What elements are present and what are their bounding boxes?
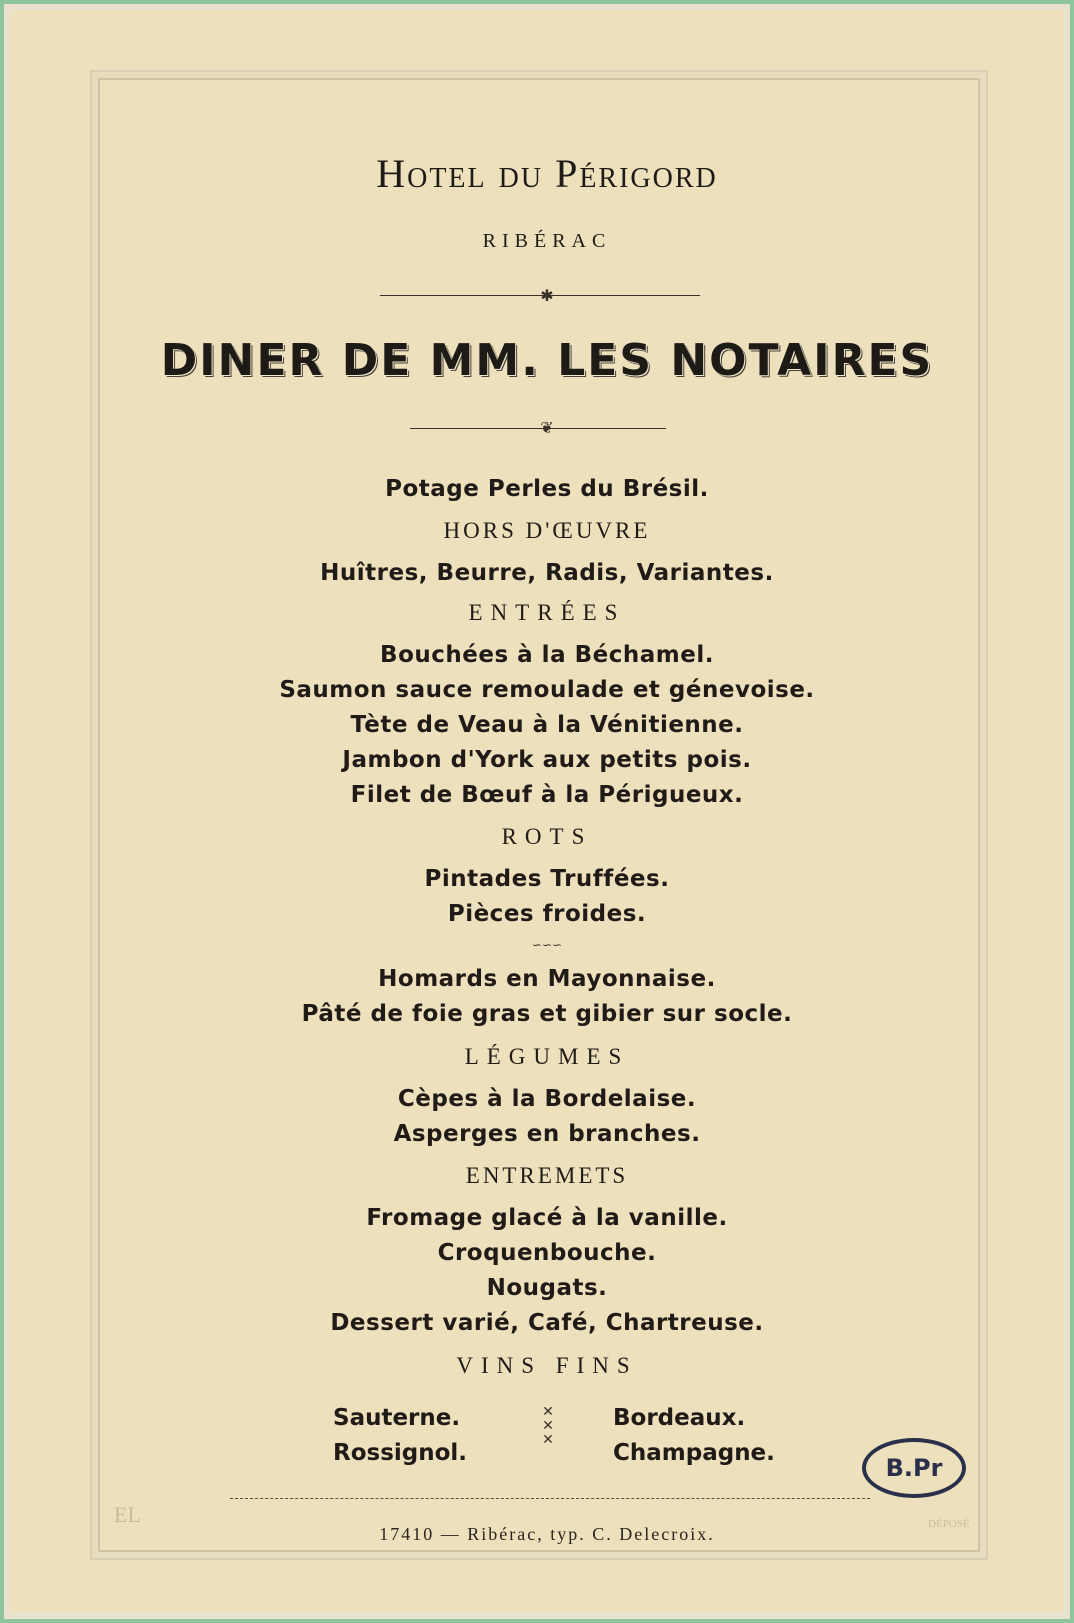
wine-left: Sauterne. [333, 1405, 461, 1431]
dish-entremet: Croquenbouche. [437, 1240, 657, 1266]
hotel-city: RIBÉRAC [482, 230, 612, 252]
divider-ornament-icon: ✱ [540, 286, 554, 305]
dish-froid: Homards en Mayonnaise. [378, 966, 716, 992]
heading-rots: ROTS [501, 824, 593, 849]
dish-entree: Bouchées à la Béchamel. [380, 642, 714, 668]
dish-legume: Asperges en branches. [393, 1121, 701, 1147]
dish-entree: Filet de Bœuf à la Périgueux. [350, 782, 744, 808]
wine-separator-icon: ✕ ✕ ✕ [542, 1404, 554, 1448]
footer-rule [230, 1498, 870, 1499]
wine-right: Bordeaux. [613, 1405, 746, 1431]
dish-froid: Pâté de foie gras et gibier sur socle. [301, 1001, 793, 1027]
wine-right: Champagne. [613, 1440, 775, 1466]
dish-entremet: Dessert varié, Café, Chartreuse. [330, 1310, 764, 1336]
corner-mark-left: EL [114, 1502, 141, 1527]
dish-entree: Tète de Veau à la Vénitienne. [350, 712, 744, 738]
dish-rot: Pintades Truffées. [424, 866, 670, 892]
dish-entremet: Nougats. [486, 1275, 608, 1301]
heading-vins-fins: VINS FINS [456, 1353, 638, 1378]
heading-entremets: ENTREMETS [465, 1163, 629, 1188]
dish-entremet: Fromage glacé à la vanille. [366, 1205, 728, 1231]
section-squiggle-icon: ∽∽∽ [531, 938, 563, 952]
heading-entrees: ENTRÉES [468, 600, 626, 625]
dish-rot: Pièces froides. [447, 901, 647, 927]
dish-hors-doeuvre: Huîtres, Beurre, Radis, Variantes. [320, 560, 774, 586]
printer-footer: 17410 — Ribérac, typ. C. Delecroix. [379, 1524, 715, 1544]
menu-title: DINER DE MM. LES NOTAIRES [160, 335, 934, 386]
ink-stamp: B.Pr [862, 1438, 966, 1498]
dish-legume: Cèpes à la Bordelaise. [397, 1086, 697, 1112]
heading-legumes: LÉGUMES [464, 1044, 630, 1069]
wine-left: Rossignol. [333, 1440, 468, 1466]
dish-potage: Potage Perles du Brésil. [385, 476, 709, 502]
corner-mark-right: DÉPOSÉ [928, 1518, 970, 1530]
heading-hors-doeuvre: HORS D'ŒUVRE [443, 518, 651, 543]
hotel-name: Hotel du Périgord [376, 151, 718, 196]
flourish-ornament-icon: ❦ [540, 418, 554, 437]
dish-entree: Jambon d'York aux petits pois. [342, 747, 752, 773]
dish-entree: Saumon sauce remoulade et génevoise. [279, 677, 815, 703]
